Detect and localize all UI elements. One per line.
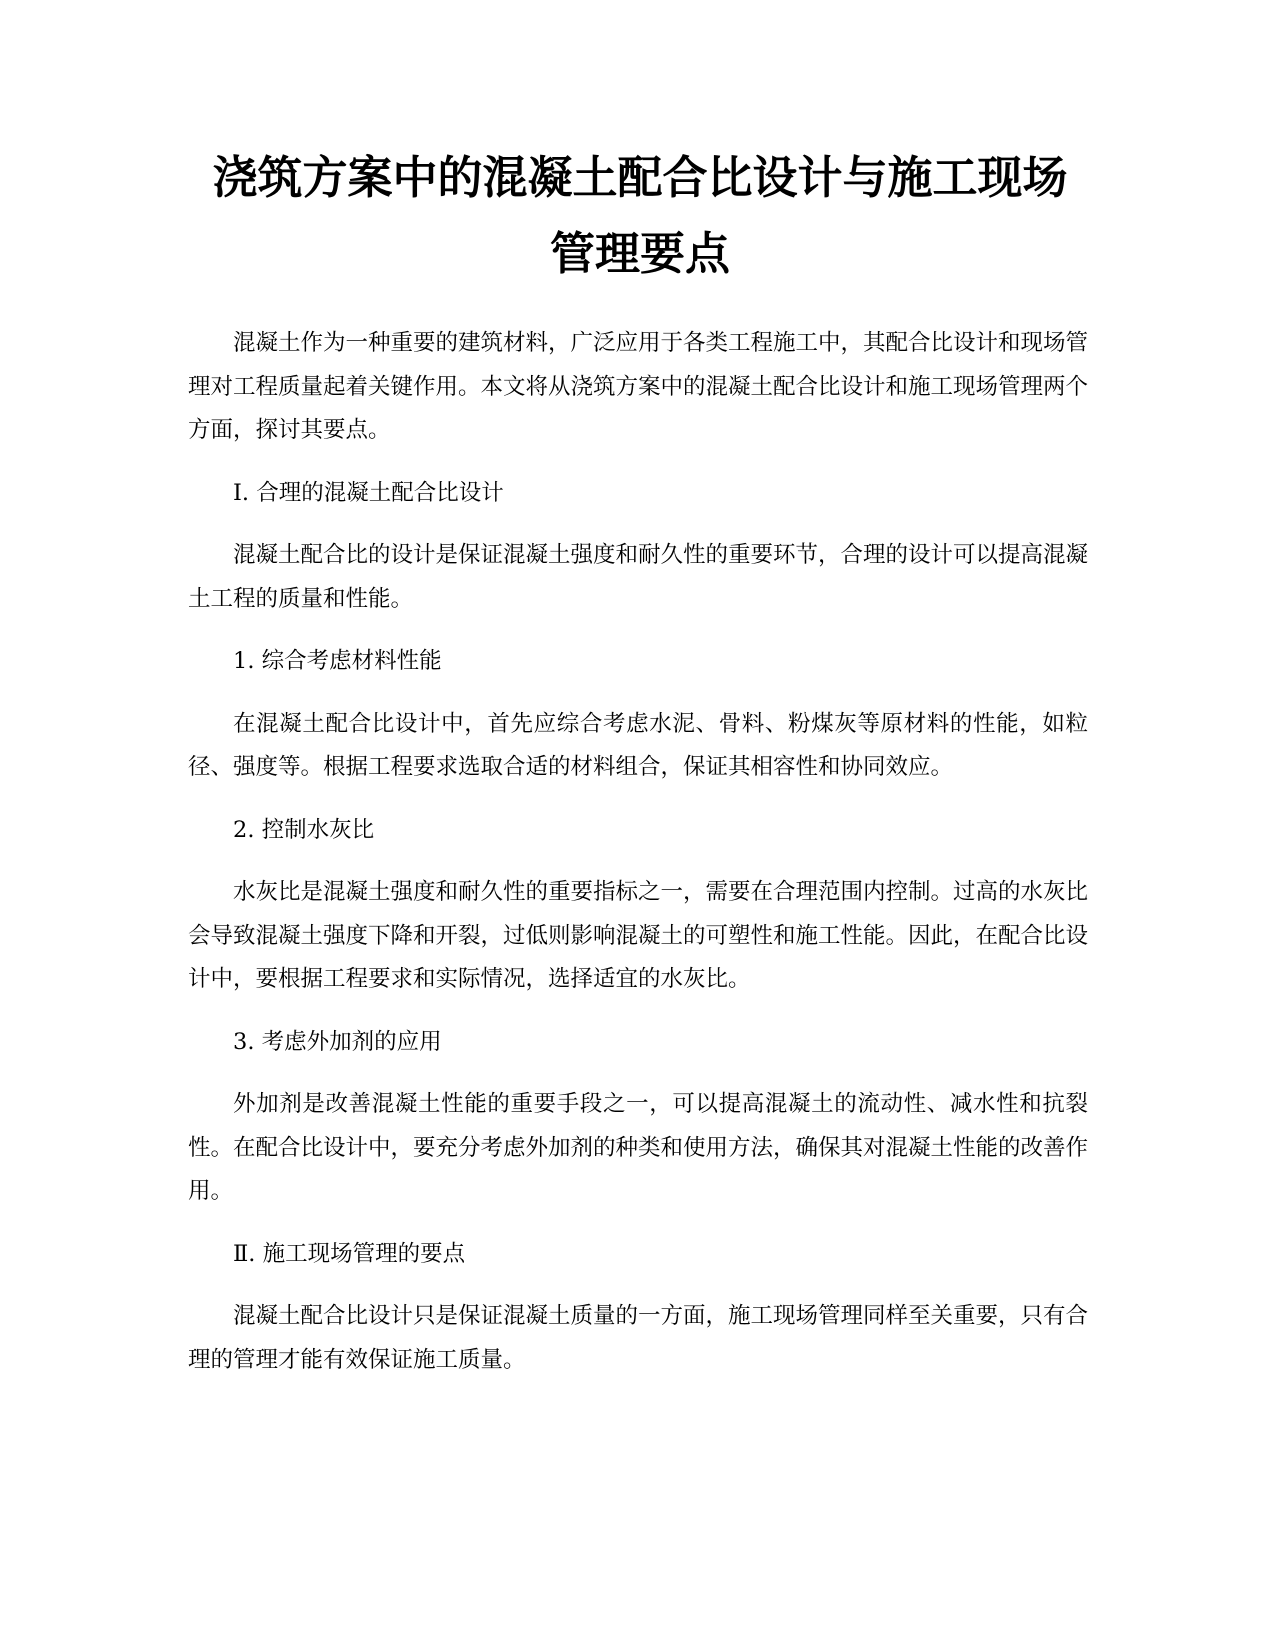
subheading-materials: 1. 综合考虑材料性能 (233, 648, 442, 674)
subheading-water-cement-ratio: 2. 控制水灰比 (233, 816, 375, 843)
water-cement-ratio-paragraph: 水灰比是混凝土强度和耐久性的重要指标之一，需要在合理范围内控制。过高的水灰比会导致混凝土强度下降和开裂，过低则影响混凝土的可塑性和施工性能。因此，在配合比设计中，要根据工程要求和实际情况，选择适宜的水灰比。 (188, 879, 1089, 992)
section-heading-2: Ⅱ. 施工现场管理的要点 (233, 1240, 466, 1267)
title-line-1: 浇筑方案中的混凝土配合比设计与施工现场 (212, 151, 1068, 204)
subheading-admixtures: 3. 考虑外加剂的应用 (233, 1028, 442, 1055)
materials-paragraph: 在混凝土配合比设计中，首先应综合考虑水泥、骨料、粉煤灰等原材料的性能，如粒径、强度等。根据工程要求选取合适的材料组合，保证其相容性和协同效应。 (188, 710, 1088, 780)
admixtures-paragraph: 外加剂是改善混凝土性能的重要手段之一，可以提高混凝土的流动性、减水性和抗裂性。在配合比设计中，要充分考虑外加剂的种类和使用方法，确保其对混凝土性能的改善作用。 (188, 1091, 1089, 1204)
intro-paragraph: 混凝土作为一种重要的建筑材料，广泛应用于各类工程施工中，其配合比设计和现场管理对工程质量起着关键作用。本文将从浇筑方案中的混凝土配合比设计和施工现场管理两个方面，探讨其要点。 (188, 330, 1089, 443)
page-title (180, 140, 1100, 292)
section-2-paragraph: 混凝土配合比设计只是保证混凝土质量的一方面，施工现场管理同样至关重要，只有合理的管理才能有效保证施工质量。 (188, 1303, 1089, 1373)
section-heading-1: I. 合理的混凝土配合比设计 (233, 479, 504, 506)
section-1-paragraph: 混凝土配合比的设计是保证混凝土强度和耐久性的重要环节，合理的设计可以提高混凝土工程的质量和性能。 (188, 542, 1089, 612)
title-line-2: 管理要点 (549, 227, 730, 280)
document-body (188, 322, 1088, 1401)
